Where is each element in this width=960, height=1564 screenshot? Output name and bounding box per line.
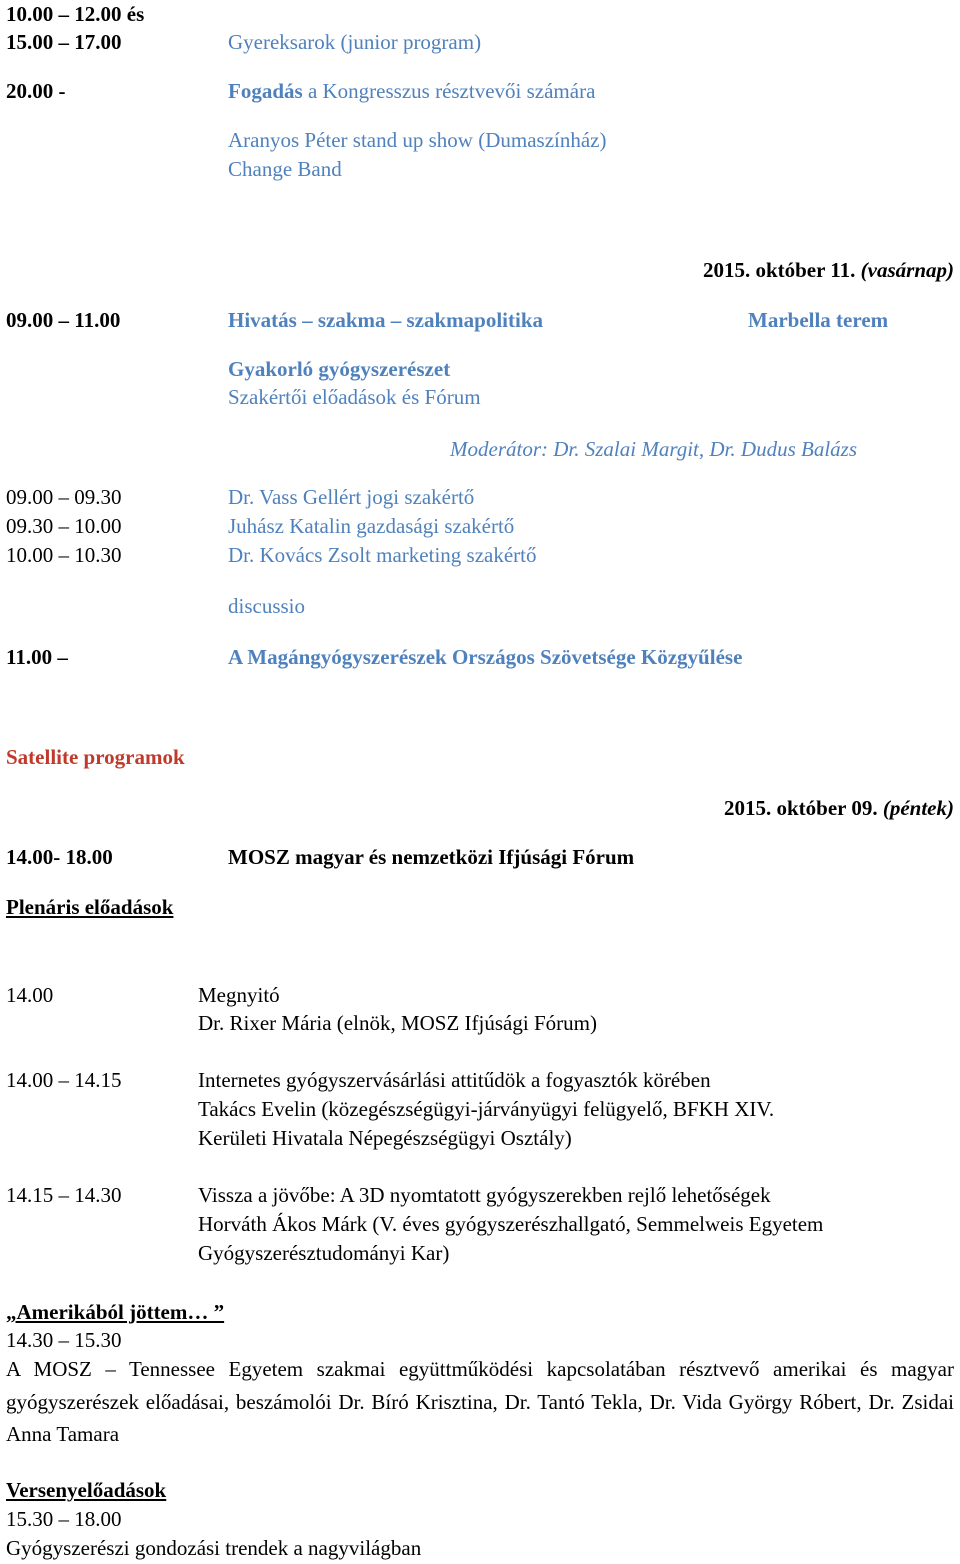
- session-sub-2: Szakértői előadások és Fórum: [228, 385, 481, 409]
- contest-description: Gyógyszerészi gondozási trendek a nagyvilágban: [6, 1536, 422, 1560]
- friday-day: (péntek): [882, 796, 954, 820]
- sunday-date-text: 2015. október 11.: [702, 258, 861, 282]
- sunday-day: (vasárnap): [860, 258, 954, 282]
- item-2-line-2: Takács Evelin (közegészségügyi-járványügyi felügyelő, BFKH XIV.: [198, 1097, 775, 1121]
- item-2-line-3: Kerületi Hivatala Népegészségügyi Osztály): [198, 1126, 572, 1150]
- item-3-line-1: Vissza a jövőbe: A 3D nyomtatott gyógyszerekben rejlő lehetőségek: [198, 1183, 771, 1207]
- assembly-time: 11.00 –: [6, 645, 68, 669]
- room-name: Marbella terem: [748, 308, 889, 332]
- item-2-line-1: Internetes gyógyszervásárlási attitűdök a fogyasztók körében: [198, 1068, 711, 1092]
- talk-time-2: 09.30 – 10.00: [6, 514, 122, 538]
- reception-rest: a Kongresszus résztvevői számára: [302, 79, 596, 103]
- item-1-line-2: Dr. Rixer Mária (elnök, MOSZ Ifjúsági Fórum): [198, 1011, 597, 1035]
- america-description: A MOSZ – Tennessee Egyetem szakmai együttműködési kapcsolatában résztvevő amerikai és magyar gyógyszerészek előadásai, beszámolói Dr. Bíró Krisztina, Dr. Tantó Tekla, Dr. Vida György Róbert, Dr. Zsidai Anna Tamara: [6, 1357, 954, 1447]
- friday-date: [724, 796, 954, 820]
- sunday-date: [703, 258, 954, 282]
- talk-1: Dr. Vass Gellért jogi szakértő: [228, 485, 475, 509]
- discussion: discussio: [228, 594, 306, 618]
- item-3-line-3: Gyógyszerésztudományi Kar): [198, 1241, 450, 1265]
- show-2: Change Band: [228, 157, 342, 181]
- show-1: Aranyos Péter stand up show (Dumaszínház): [228, 128, 607, 152]
- plenary-heading: Plenáris előadások: [6, 895, 174, 919]
- moderator: Moderátor: Dr. Szalai Margit, Dr. Dudus Balázs: [450, 437, 857, 461]
- contest-time: 15.30 – 18.00: [6, 1507, 122, 1531]
- time-junior-2: 15.00 – 17.00: [6, 30, 122, 54]
- item-3-line-2: Horváth Ákos Márk (V. éves gyógyszerészhallgató, Semmelweis Egyetem: [198, 1212, 824, 1236]
- assembly-title: A Magángyógyszerészek Országos Szövetsége Közgyűlése: [228, 645, 743, 669]
- reception-highlight: Fogadás: [228, 79, 303, 103]
- time-junior-1: 10.00 – 12.00 és: [6, 2, 145, 26]
- item-1-line-1: Megnyitó: [198, 983, 280, 1007]
- item-time-1: 14.00: [6, 983, 54, 1007]
- america-time: 14.30 – 15.30: [6, 1328, 122, 1352]
- reception-line: [228, 79, 595, 103]
- session-title: Hivatás – szakma – szakmapolitika: [228, 308, 544, 332]
- america-heading: „Amerikából jöttem… ”: [6, 1300, 225, 1324]
- session-sub-1: Gyakorló gyógyszerészet: [228, 357, 451, 381]
- forum-time: 14.00- 18.00: [6, 845, 113, 869]
- friday-date-text: 2015. október 09.: [723, 796, 883, 820]
- talk-time-1: 09.00 – 09.30: [6, 485, 122, 509]
- item-time-3: 14.15 – 14.30: [6, 1183, 122, 1207]
- satellite-heading: Satellite programok: [6, 745, 185, 769]
- item-time-2: 14.00 – 14.15: [6, 1068, 122, 1092]
- talk-time-3: 10.00 – 10.30: [6, 543, 122, 567]
- contest-heading: Versenyelőadások: [6, 1478, 167, 1502]
- junior-program: Gyereksarok (junior program): [228, 30, 482, 54]
- talk-2: Juhász Katalin gazdasági szakértő: [228, 514, 515, 538]
- talk-3: Dr. Kovács Zsolt marketing szakértő: [228, 543, 537, 567]
- reception-time: 20.00 -: [6, 79, 66, 103]
- forum-title: MOSZ magyar és nemzetközi Ifjúsági Fórum: [228, 845, 635, 869]
- session-time: 09.00 – 11.00: [6, 308, 121, 332]
